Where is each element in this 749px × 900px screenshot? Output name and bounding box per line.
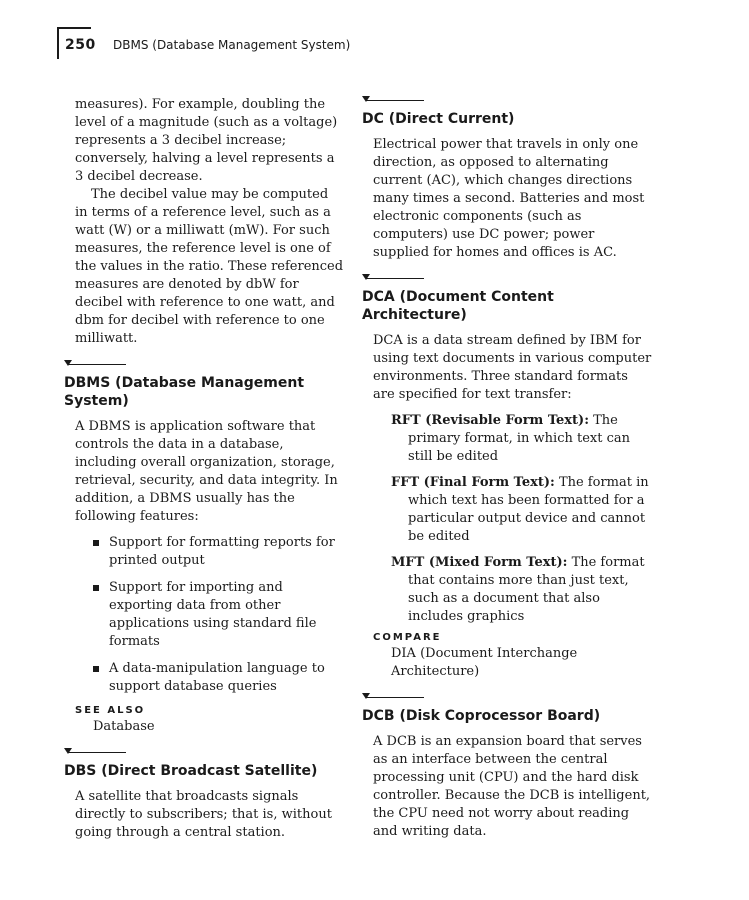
dca-body: DCA is a data stream defined by IBM for using text documents in various computer environments. Three standard formats are specified for text transfer: [373, 333, 652, 402]
entry-divider [64, 748, 344, 758]
see-also-link[interactable]: Database [93, 719, 155, 734]
intro-paragraph-2: The decibel value may be computed in terms of a reference level, such as a watt (W) or a milliwatt (mW). For such measures, the reference level is one of the values in the ratio. These referenced measures are denoted by dbW for decibel with reference to one watt, and dbm for decibel with reference to one milliwatt. [75, 187, 344, 346]
dbms-body: A DBMS is application software that controls the data in a database, including overall organization, storage, retrieval, security, and data integrity. In addition, a DBMS usually has the following features: [75, 419, 338, 524]
page-number: 250 [65, 37, 96, 53]
triangle-marker-icon [362, 274, 370, 280]
dcb-body: A DCB is an expansion board that serves as an interface between the central processing unit (CPU) and the hard disk controller. Because the DCB is intelligent, the CPU need not worry about reading and writing data. [373, 734, 651, 839]
left-column [64, 96, 344, 842]
header-rule-vertical [57, 27, 59, 59]
dc-body: Electrical power that travels in only one direction, as opposed to alternating current (AC), which changes directions many times a second. Batteries and most electronic components (such as computers) use DC power; power supplied for homes and offices is AC. [373, 137, 645, 260]
bullet-square-icon [93, 540, 99, 546]
compare-label: COMPARE [373, 632, 442, 643]
see-also-label: SEE ALSO [75, 705, 146, 716]
format-definition: RFT (Revisable Form Text): The primary format, in which text can still be edited [391, 413, 630, 464]
dcb-heading: DCB (Disk Coprocessor Board) [362, 708, 601, 724]
dc-heading: DC (Direct Current) [362, 111, 515, 127]
dbs-heading: DBS (Direct Broadcast Satellite) [64, 763, 318, 779]
running-title: DBMS (Database Management System) [113, 38, 351, 52]
entry-divider [64, 360, 344, 370]
entry-divider [362, 96, 652, 106]
format-definition: FFT (Final Form Text): The format in which text has been formatted for a particular output device and cannot be edited [391, 475, 649, 544]
intro-paragraph-1: measures). For example, doubling the level of a magnitude (such as a voltage) represents a 3 decibel increase; conversely, halving a level represents a 3 decibel decrease. [75, 97, 338, 184]
header-rule-horizontal [57, 27, 91, 29]
list-item: Support for importing and exporting data from other applications using standard file formats [64, 579, 344, 651]
triangle-marker-icon [362, 693, 370, 699]
format-definition: MFT (Mixed Form Text): The format that contains more than just text, such as a document that also includes graphics [391, 555, 645, 624]
dbms-feature-list [64, 534, 344, 696]
bullet-square-icon [93, 585, 99, 591]
list-item: Support for formatting reports for printed output [64, 534, 344, 570]
entry-divider [362, 274, 652, 284]
dbs-body: A satellite that broadcasts signals directly to subscribers; that is, without going through a central station. [75, 789, 332, 840]
entry-divider [362, 693, 652, 703]
bullet-square-icon [93, 666, 99, 672]
triangle-marker-icon [362, 96, 370, 102]
triangle-marker-icon [64, 748, 72, 754]
triangle-marker-icon [64, 360, 72, 366]
list-item: A data-manipulation language to support database queries [64, 660, 344, 696]
dbms-heading: DBMS (Database Management System) [64, 375, 305, 409]
right-column [362, 96, 652, 841]
compare-link[interactable]: DIA (Document Interchange Architecture) [391, 646, 578, 679]
dca-heading: DCA (Document Content Architecture) [362, 289, 554, 323]
page-header [57, 27, 717, 61]
